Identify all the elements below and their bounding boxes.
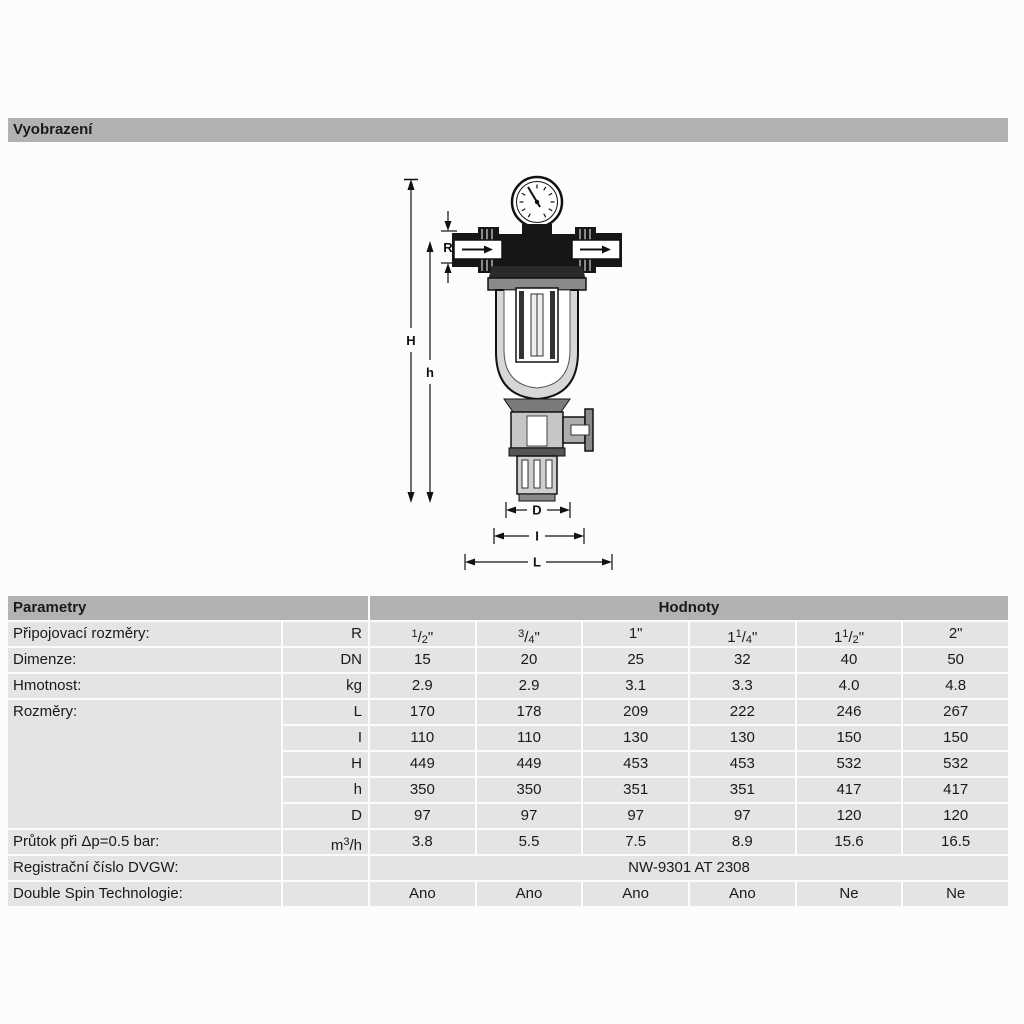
row-unit: $m^3/h$	[283, 830, 368, 854]
value-cell: 351	[583, 778, 688, 802]
value-cell: 130	[583, 726, 688, 750]
hodnoty-header: Hodnoty	[370, 596, 1008, 620]
value-cell: Ano	[477, 882, 582, 906]
value-cell: 110	[370, 726, 475, 750]
row-unit: h	[283, 778, 368, 802]
value-cell: 3.1	[583, 674, 688, 698]
row-label: Rozměry:	[8, 700, 281, 828]
value-cell: 7.5	[583, 830, 688, 854]
value-cell: 8.9	[690, 830, 795, 854]
dim-label-D: D	[532, 502, 542, 518]
value-cell: 2.9	[370, 674, 475, 698]
value-cell: 246	[797, 700, 902, 724]
value-cell: 120	[797, 804, 902, 828]
value-cell: 15.6	[797, 830, 902, 854]
dim-label-R: R	[443, 240, 453, 255]
value-cell: $1^1/2$"	[797, 622, 902, 646]
filter-sectional-drawing	[380, 170, 700, 580]
value-cell: $1^1/4$"	[690, 622, 795, 646]
filter-bowl	[496, 288, 578, 399]
drain-valve	[504, 399, 593, 501]
value-cell: 532	[797, 752, 902, 776]
row-unit: L	[283, 700, 368, 724]
value-cell: 25	[583, 648, 688, 672]
value-cell: 4.8	[903, 674, 1008, 698]
value-cell: 209	[583, 700, 688, 724]
value-cell: $^3$/4"	[477, 622, 582, 646]
row-unit: H	[283, 752, 368, 776]
row-label: Průtok při Δp=0.5 bar:	[8, 830, 281, 854]
row-label: Připojovací rozměry:	[8, 622, 281, 646]
row-label: Hmotnost:	[8, 674, 281, 698]
row-label: Registrační číslo DVGW:	[8, 856, 281, 880]
value-cell: 449	[370, 752, 475, 776]
value-cell: 110	[477, 726, 582, 750]
dvgw-number-cell: NW-9301 AT 2308	[370, 856, 1008, 880]
value-cell: 16.5	[903, 830, 1008, 854]
value-cell: 97	[583, 804, 688, 828]
value-cell: 267	[903, 700, 1008, 724]
value-cell: 97	[690, 804, 795, 828]
row-unit	[283, 856, 368, 880]
value-cell: 150	[797, 726, 902, 750]
value-cell: 3.3	[690, 674, 795, 698]
value-cell: 222	[690, 700, 795, 724]
value-cell: Ano	[370, 882, 475, 906]
value-cell: 130	[690, 726, 795, 750]
value-cell: 3.8	[370, 830, 475, 854]
value-cell: Ne	[903, 882, 1008, 906]
row-label: Double Spin Technologie:	[8, 882, 281, 906]
value-cell: 449	[477, 752, 582, 776]
row-unit: R	[283, 622, 368, 646]
value-cell: 40	[797, 648, 902, 672]
value-cell: 97	[370, 804, 475, 828]
value-cell: 120	[903, 804, 1008, 828]
value-cell: 2"	[903, 622, 1008, 646]
row-unit: I	[283, 726, 368, 750]
parametry-header: Parametry	[8, 596, 368, 620]
dim-label-L: L	[533, 554, 541, 570]
row-unit: kg	[283, 674, 368, 698]
value-cell: 150	[903, 726, 1008, 750]
dim-label-h: h	[426, 365, 434, 380]
row-label: Dimenze:	[8, 648, 281, 672]
section-title: Vyobrazení	[13, 121, 93, 138]
value-cell: 417	[903, 778, 1008, 802]
value-cell: 5.5	[477, 830, 582, 854]
value-cell: 350	[477, 778, 582, 802]
row-unit	[283, 882, 368, 906]
value-cell: 170	[370, 700, 475, 724]
value-cell: 15	[370, 648, 475, 672]
value-cell: 417	[797, 778, 902, 802]
value-cell: Ne	[797, 882, 902, 906]
valve-body	[452, 224, 622, 290]
value-cell: 351	[690, 778, 795, 802]
dim-label-I: I	[535, 528, 539, 544]
value-cell: Ano	[583, 882, 688, 906]
value-cell: $^1$/2"	[370, 622, 475, 646]
value-cell: 4.0	[797, 674, 902, 698]
value-cell: Ano	[690, 882, 795, 906]
value-cell: 532	[903, 752, 1008, 776]
value-cell: 97	[477, 804, 582, 828]
value-cell: 50	[903, 648, 1008, 672]
row-unit: D	[283, 804, 368, 828]
parameters-table	[8, 596, 1008, 906]
section-header-vyobrazeni	[8, 118, 1008, 142]
value-cell: 2.9	[477, 674, 582, 698]
value-cell: 1"	[583, 622, 688, 646]
value-cell: 178	[477, 700, 582, 724]
value-cell: 350	[370, 778, 475, 802]
row-unit: DN	[283, 648, 368, 672]
technical-drawing	[380, 170, 700, 580]
value-cell: 453	[583, 752, 688, 776]
value-cell: 20	[477, 648, 582, 672]
dim-label-H: H	[406, 333, 416, 348]
value-cell: 453	[690, 752, 795, 776]
value-cell: 32	[690, 648, 795, 672]
